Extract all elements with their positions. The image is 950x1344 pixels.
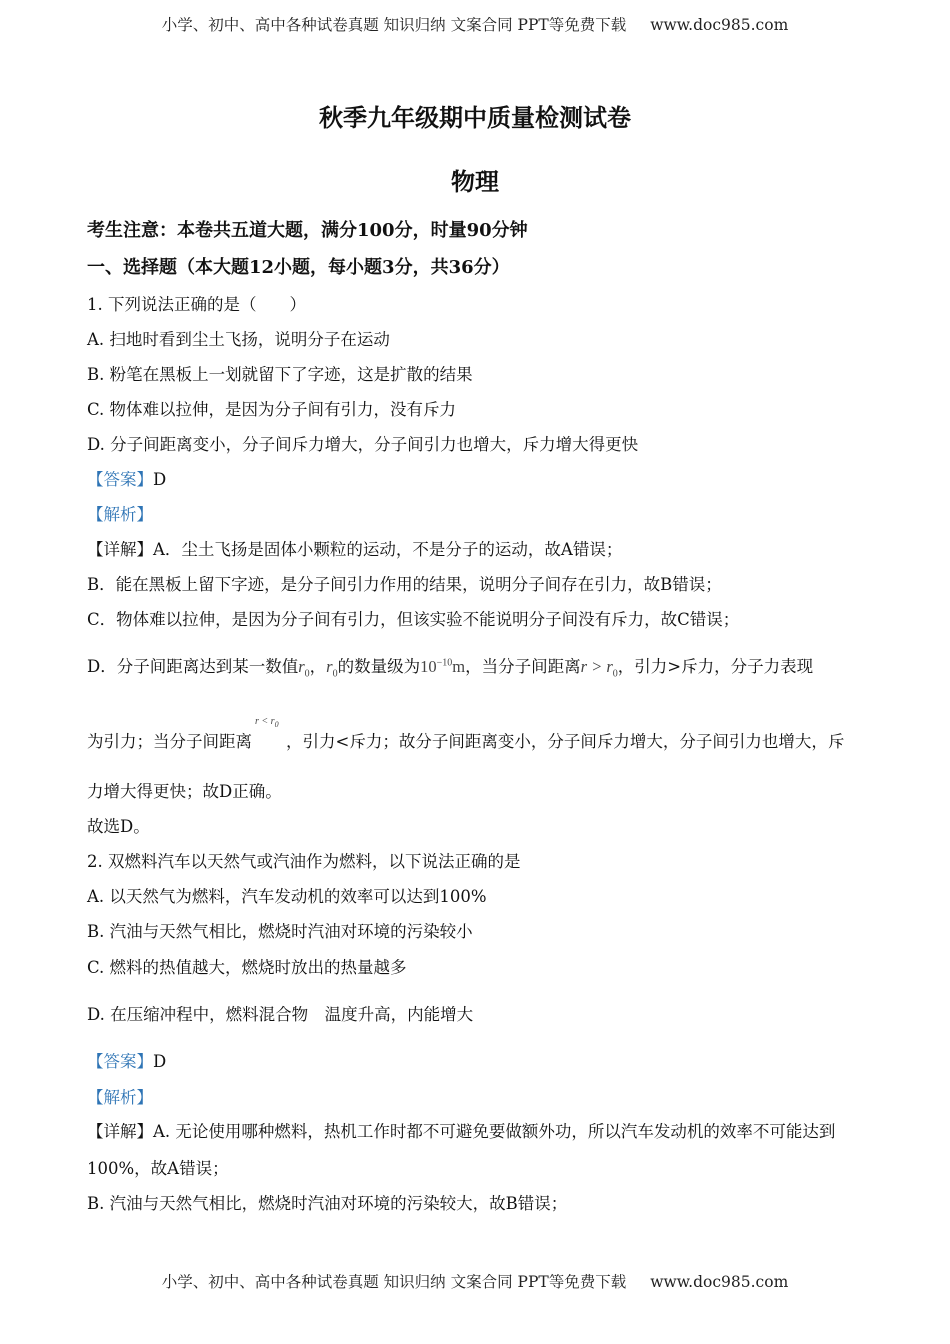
footer-left-text: 小学、初中、高中各种试卷真题 知识归纳 文案合同 PPT等免费下载 bbox=[161, 1273, 627, 1291]
answer-tag: 【答案】 bbox=[87, 1052, 153, 1071]
exam-notice: 考生注意：本卷共五道大题，满分100分，时量90分钟 bbox=[87, 220, 528, 241]
q2-detail-b: B. 汽油与天然气相比，燃烧时汽油对环境的污染较大，故B错误； bbox=[87, 1194, 568, 1213]
q1-detail-b: B．能在黑板上留下字迹，是分子间引力作用的结果，说明分子间存在引力，故B错误； bbox=[87, 575, 722, 594]
formula-order-of-magnitude: $10^{-10}m$ bbox=[420, 657, 466, 676]
formula-r0: $r_0$ bbox=[326, 657, 338, 680]
header-url[interactable]: www.doc985.com bbox=[650, 16, 789, 34]
q1-option-d: D. 分子间距离变小，分子间斥力增大，分子间引力也增大，斥力增大得更快 bbox=[87, 435, 639, 454]
page-header bbox=[0, 13, 950, 35]
q1-analysis-tag: 【解析】 bbox=[87, 505, 153, 524]
q2-option-a: A. 以天然气为燃料，汽车发动机的效率可以达到100% bbox=[87, 887, 487, 906]
q1-detail-d-line2: 为引力；当分子间距离 ，引力<斥力；故分子间距离变小，分子间斥力增大，分子间引力也增大，斥 bbox=[87, 732, 845, 751]
q2-analysis-tag: 【解析】 bbox=[87, 1088, 153, 1107]
q2-option-d: D. 在压缩冲程中，燃料混合物 温度升高，内能增大 bbox=[87, 1005, 474, 1024]
q1-detail-d-line3: 力增大得更快；故D正确。 bbox=[87, 782, 282, 801]
q1-detail-d-line1: D．分子间距离达到某一数值$r_0$，$r_0$的数量级为$10^{-10}m$，当分子间距离$r > r_0$，引力>斥力，分子力表现 bbox=[87, 657, 814, 680]
q2-option-c: C. 燃料的热值越大，燃烧时放出的热量越多 bbox=[87, 958, 407, 977]
q1-option-a: A. 扫地时看到尘土飞扬，说明分子在运动 bbox=[87, 330, 390, 349]
answer-value: D bbox=[153, 1052, 167, 1071]
formula-r0: $r_0$ bbox=[298, 657, 310, 680]
answer-tag: 【答案】 bbox=[87, 470, 153, 489]
detail-tag: 【详解】 bbox=[87, 1122, 153, 1141]
formula-r-less-r0: $r < r_0$ bbox=[255, 716, 279, 729]
footer-url[interactable]: www.doc985.com bbox=[650, 1273, 789, 1291]
q1-stem: 1. 下列说法正确的是（ ） bbox=[87, 295, 306, 314]
q1-detail-c: C．物体难以拉伸，是因为分子间有引力，但该实验不能说明分子间没有斥力，故C错误； bbox=[87, 610, 740, 629]
q2-answer bbox=[87, 1048, 166, 1072]
q2-detail-a-line1: 【详解】A. 无论使用哪种燃料，热机工作时都不可避免要做额外功，所以汽车发动机的效率不可能达到 bbox=[87, 1122, 836, 1141]
header-left-text: 小学、初中、高中各种试卷真题 知识归纳 文案合同 PPT等免费下载 bbox=[161, 16, 627, 34]
q1-choose: 故选D。 bbox=[87, 817, 150, 836]
q1-answer bbox=[87, 466, 166, 490]
q1-option-b: B. 粉笔在黑板上一划就留下了字迹，这是扩散的结果 bbox=[87, 365, 473, 384]
section-heading: 一、选择题（本大题12小题，每小题3分，共36分） bbox=[87, 257, 510, 278]
formula-r-greater-r0: $r > r_0$ bbox=[580, 657, 618, 680]
detail-tag: 【详解】 bbox=[87, 540, 153, 559]
page-footer bbox=[0, 1270, 950, 1292]
q2-detail-a-line2: 100%，故A错误； bbox=[87, 1159, 229, 1178]
answer-value: D bbox=[153, 470, 167, 489]
exam-title: 秋季九年级期中质量检测试卷 bbox=[319, 103, 631, 132]
q1-detail-a: 【详解】A．尘土飞扬是固体小颗粒的运动，不是分子的运动，故A错误； bbox=[87, 540, 623, 559]
subject-title: 物理 bbox=[451, 167, 499, 196]
q2-option-b: B. 汽油与天然气相比，燃烧时汽油对环境的污染较小 bbox=[87, 922, 473, 941]
q1-option-c: C. 物体难以拉伸，是因为分子间有引力，没有斥力 bbox=[87, 400, 457, 419]
q2-stem: 2. 双燃料汽车以天然气或汽油作为燃料，以下说法正确的是 bbox=[87, 852, 521, 871]
